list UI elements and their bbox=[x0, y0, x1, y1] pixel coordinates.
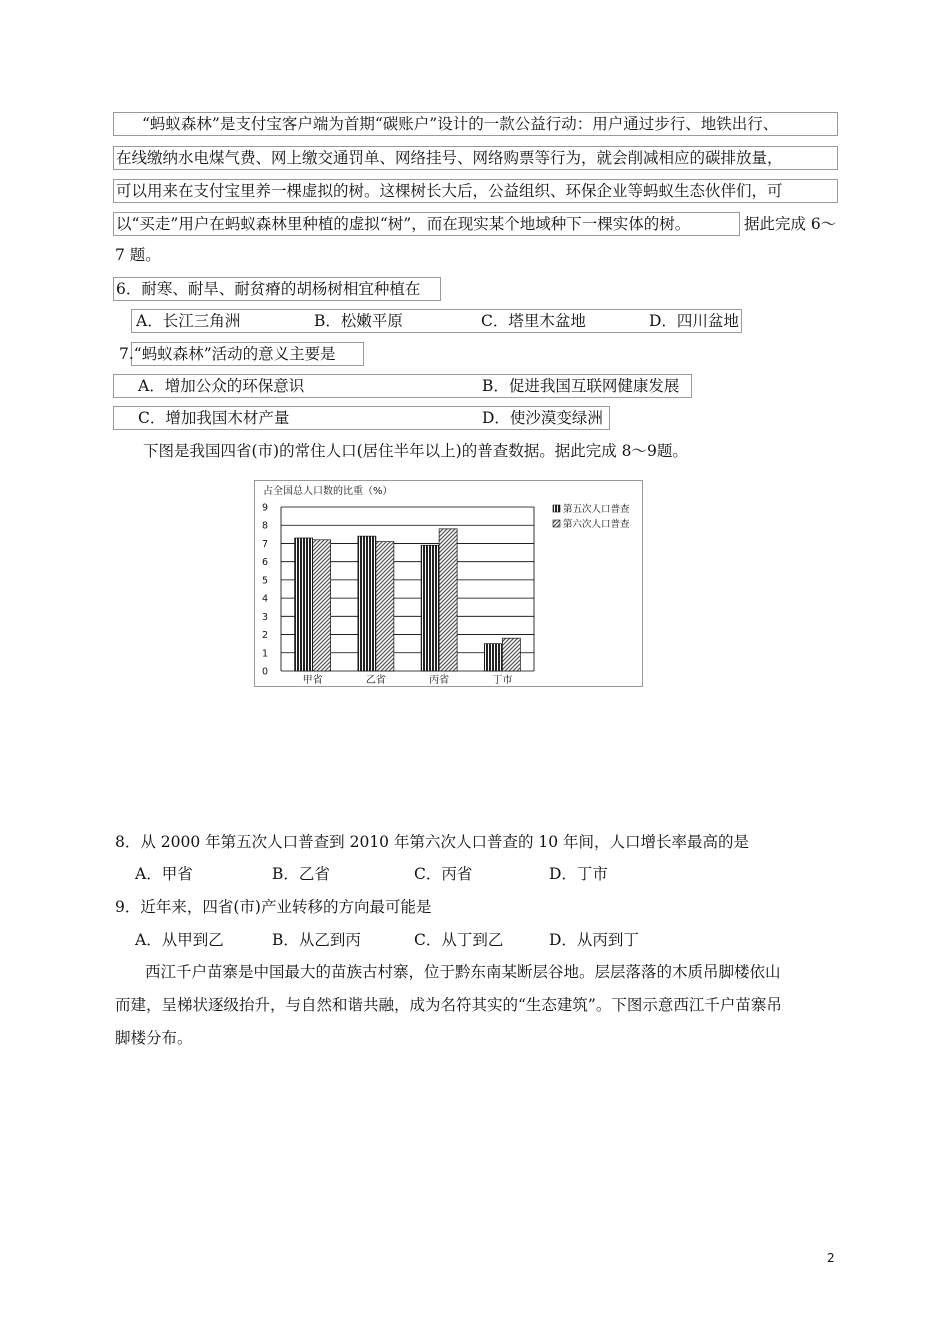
y-tick-label: 4 bbox=[261, 593, 269, 605]
legend-label: 第六次人口普查 bbox=[563, 519, 630, 530]
intro-8-9: 下图是我国四省(市)的常住人口(居住半年以上)的普查数据。据此完成 8～9题。 bbox=[143, 442, 688, 460]
q9-option-a: A．从甲到乙 bbox=[135, 931, 224, 949]
y-tick-label: 7 bbox=[261, 538, 269, 550]
x-tick-label: 丙省 bbox=[429, 675, 450, 686]
y-tick-label: 2 bbox=[261, 630, 269, 642]
legend-swatch bbox=[553, 505, 560, 512]
q9-option-c: C．从丁到乙 bbox=[414, 931, 504, 949]
q8-options bbox=[135, 863, 735, 887]
x-tick-label: 乙省 bbox=[365, 675, 386, 686]
q8-stem: 8．从 2000 年第五次人口普查到 2010 年第六次人口普查的 10 年间，人口增长率最高的是 bbox=[115, 833, 750, 851]
q7-option-c: C．增加我国木材产量 bbox=[138, 409, 290, 427]
y-tick-label: 0 bbox=[261, 666, 269, 678]
x-tick-label: 甲省 bbox=[302, 675, 323, 686]
passage1-line4-tail: 据此完成 6～ bbox=[744, 215, 837, 233]
q8-option-a: A．甲省 bbox=[135, 865, 193, 883]
q9-stem: 9．近年来，四省(市)产业转移的方向最可能是 bbox=[115, 898, 432, 916]
bar-sixth-census bbox=[502, 638, 520, 671]
q6-option-b: B．松嫩平原 bbox=[314, 312, 403, 330]
q9-options bbox=[135, 929, 735, 953]
bar-sixth-census bbox=[376, 542, 394, 671]
bar-fifth-census bbox=[295, 538, 313, 671]
bar-fifth-census bbox=[484, 644, 502, 671]
x-tick-label: 丁市 bbox=[492, 675, 513, 686]
chart-title: 占全国总人口数的比重（%） bbox=[263, 486, 393, 497]
passage2-line3: 脚楼分布。 bbox=[115, 1029, 193, 1047]
q6-option-a: A．长江三角洲 bbox=[136, 312, 241, 330]
passage1-line3: 可以用来在支付宝里养一棵虚拟的树。这棵树长大后，公益组织、环保企业等蚂蚁生态伙伴们，可 bbox=[113, 179, 838, 203]
q6-option-c: C．塔里木盆地 bbox=[481, 312, 586, 330]
q7-options-row1 bbox=[113, 374, 692, 398]
population-chart bbox=[254, 480, 643, 687]
legend-label: 第五次人口普查 bbox=[563, 504, 630, 515]
bar-sixth-census bbox=[313, 540, 331, 671]
passage2-line1: 西江千户苗寨是中国最大的苗族古村寨，位于黔东南某断层谷地。层层落落的木质吊脚楼依山 bbox=[145, 963, 781, 981]
bar-fifth-census bbox=[421, 545, 439, 671]
passage1-line2: 在线缴纳水电煤气费、网上缴交通罚单、网络挂号、网络购票等行为，就会削减相应的碳排放量， bbox=[113, 146, 838, 170]
y-tick-label: 5 bbox=[261, 575, 269, 587]
q7-option-a: A．增加公众的环保意识 bbox=[138, 377, 305, 395]
q7-option-b: B．促进我国互联网健康发展 bbox=[482, 377, 680, 395]
q8-option-d: D．丁市 bbox=[549, 865, 608, 883]
bar-sixth-census bbox=[439, 529, 457, 671]
population-chart-svg bbox=[255, 481, 642, 686]
q9-option-b: B．从乙到丙 bbox=[272, 931, 361, 949]
legend-swatch bbox=[553, 520, 560, 527]
y-tick-label: 8 bbox=[261, 520, 269, 532]
q8-option-c: C．丙省 bbox=[414, 865, 473, 883]
y-tick-label: 1 bbox=[261, 648, 269, 660]
q8-option-b: B．乙省 bbox=[272, 865, 330, 883]
page-number: 2 bbox=[827, 1251, 835, 1265]
passage2-line2: 而建，呈梯状逐级抬升，与自然和谐共融，成为名符其实的“生态建筑”。下图示意西江千户苗寨吊 bbox=[115, 996, 782, 1014]
passage1-line4: 以“买走”用户在蚂蚁森林里种植的虚拟“树”，而在现实某个地域种下一棵实体的树。 bbox=[113, 212, 740, 236]
q6-option-d: D．四川盆地 bbox=[649, 312, 739, 330]
passage1-line1: “蚂蚁森林”是支付宝客户端为首期“碳账户”设计的一款公益行动：用户通过步行、地铁出行、 bbox=[113, 112, 838, 136]
q6-options bbox=[131, 309, 742, 333]
q7-options-row2 bbox=[113, 406, 610, 430]
y-tick-label: 6 bbox=[261, 557, 269, 569]
y-tick-label: 3 bbox=[261, 611, 269, 623]
q9-option-d: D．从丙到丁 bbox=[549, 931, 639, 949]
bar-fifth-census bbox=[358, 536, 376, 671]
q7-option-d: D．使沙漠变绿洲 bbox=[482, 409, 603, 427]
y-tick-label: 9 bbox=[261, 502, 269, 514]
passage1-line5: 7 题。 bbox=[115, 246, 161, 264]
q6-stem: 6．耐寒、耐旱、耐贫瘠的胡杨树相宜种植在 bbox=[113, 277, 441, 301]
q7-stem: 7.“蚂蚁森林”活动的意义主要是 bbox=[131, 342, 364, 366]
